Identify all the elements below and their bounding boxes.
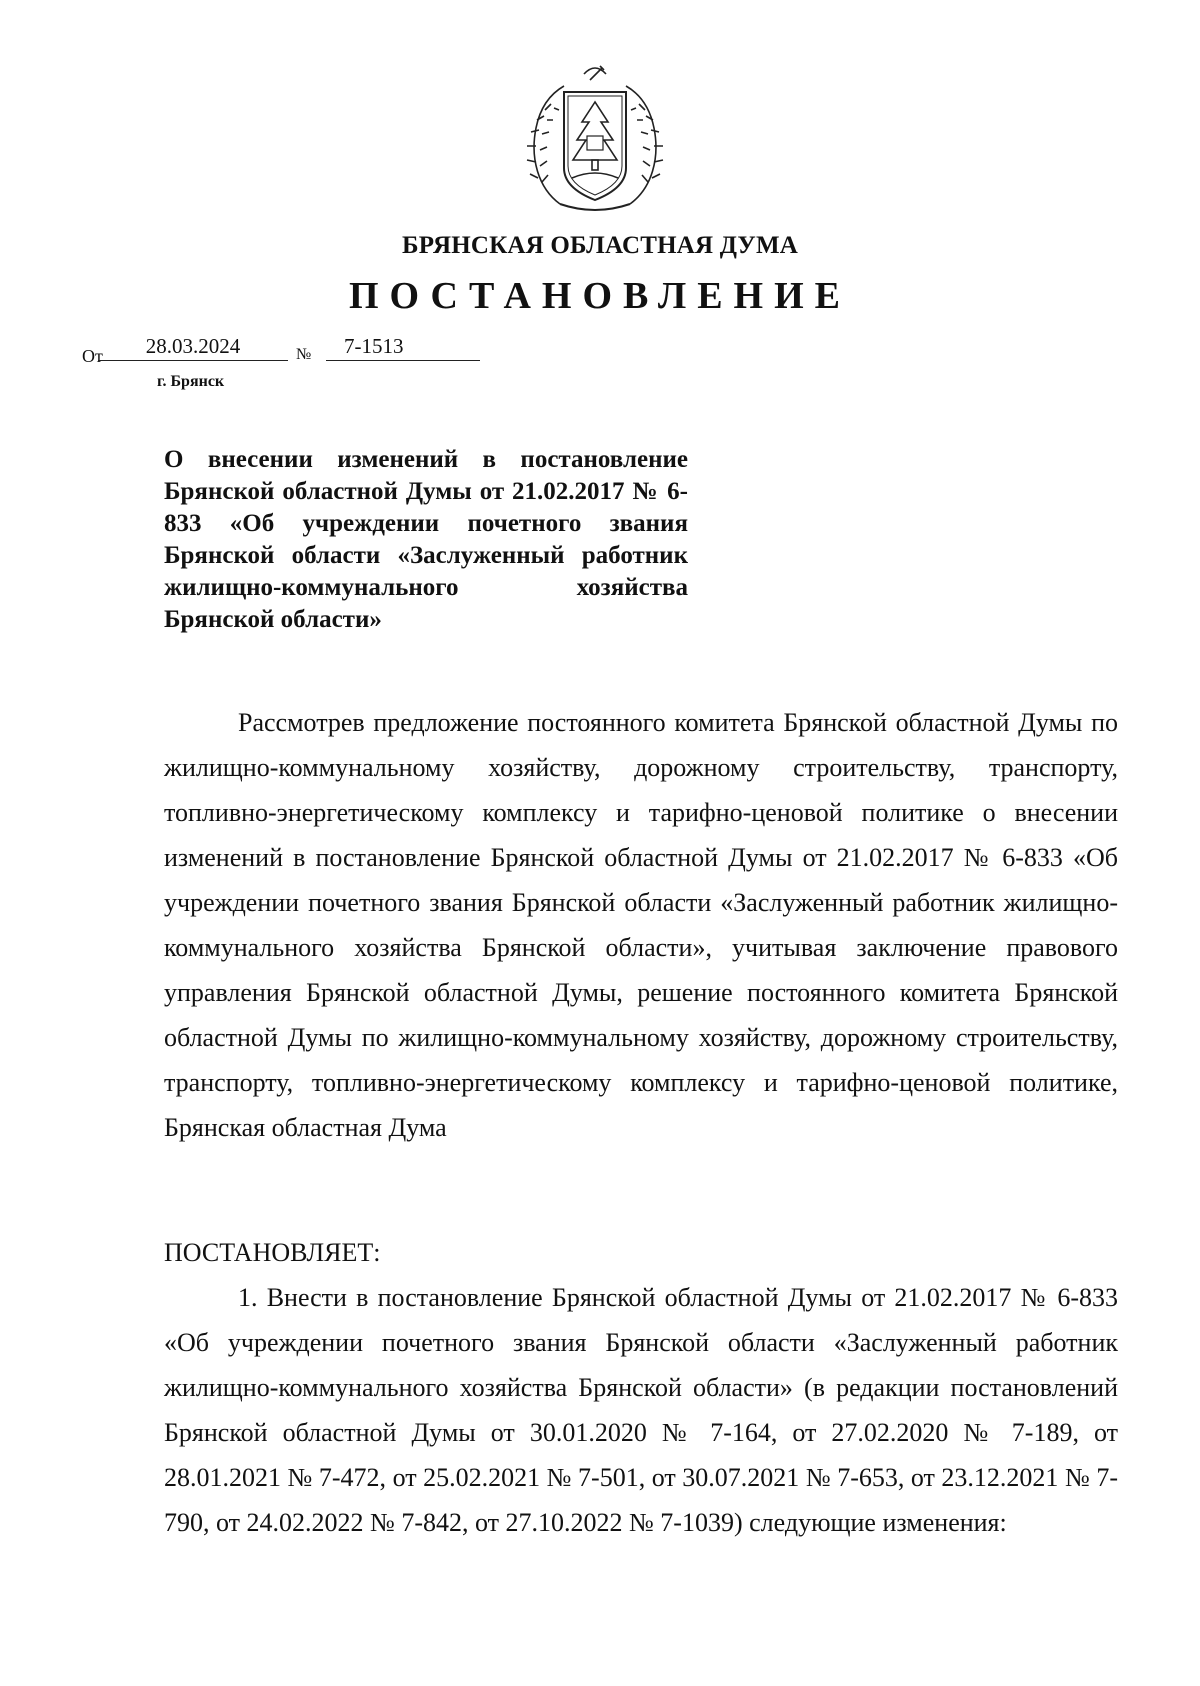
decree-keyword: ПОСТАНОВЛЯЕТ:: [164, 1238, 381, 1267]
document-title: О внесении изменений в постановление Брянской областной Думы от 21.02.2017 № 6-833 «Об учреждении почетного звания Брянской области «Заслуженный работник жилищно-коммунального хозяйства Брянской области»: [164, 446, 688, 633]
date-label: От: [82, 346, 103, 366]
document-date: 28.03.2024: [98, 334, 288, 361]
document-number: 7-1513: [326, 334, 480, 361]
coat-of-arms-icon: [520, 58, 670, 216]
city-label: г. Брянск: [157, 373, 225, 390]
item-1-paragraph: 1. Внести в постановление Брянской областной Думы от 21.02.2017 № 6-833 «Об учреждении почетного звания Брянской области «Заслуженный работник жилищно-коммунального хозяйства Брянской области» (в редакции постановлений Брянской областной Думы от 30.01.2020 № 7-164, от 27.02.2020 № 7-189, от 28.01.2021 № 7-472, от 25.02.2021 № 7-501, от 30.07.2021 № 7-653, от 23.12.2021 № 7-790, от 24.02.2022 № 7-842, от 27.10.2022 № 7-1039) следующие изменения:: [164, 1283, 1118, 1537]
preamble-paragraph: Рассмотрев предложение постоянного комитета Брянской областной Думы по жилищно-коммунальному хозяйству, дорожному строительству, транспорту, топливно-энергетическому комплексу и тарифно-ценовой политике о внесении изменений в постановление Брянской областной Думы от 21.02.2017 № 6-833 «Об учреждении почетного звания Брянской области «Заслуженный работник жилищно-коммунального хозяйства Брянской области», учитывая заключение правового управления Брянской областной Думы, решение постоянного комитета Брянской областной Думы по жилищно-коммунальному хозяйству, дорожному строительству, транспорту, топливно-энергетическому комплексу и тарифно-ценовой политике, Брянская областная Дума: [164, 708, 1118, 1142]
coat-of-arms-graphic: [520, 58, 670, 216]
document-type-heading: ПОСТАНОВЛЕНИЕ: [348, 275, 852, 317]
number-label: №: [296, 346, 312, 363]
organization-name: БРЯНСКАЯ ОБЛАСТНАЯ ДУМА: [401, 232, 799, 259]
